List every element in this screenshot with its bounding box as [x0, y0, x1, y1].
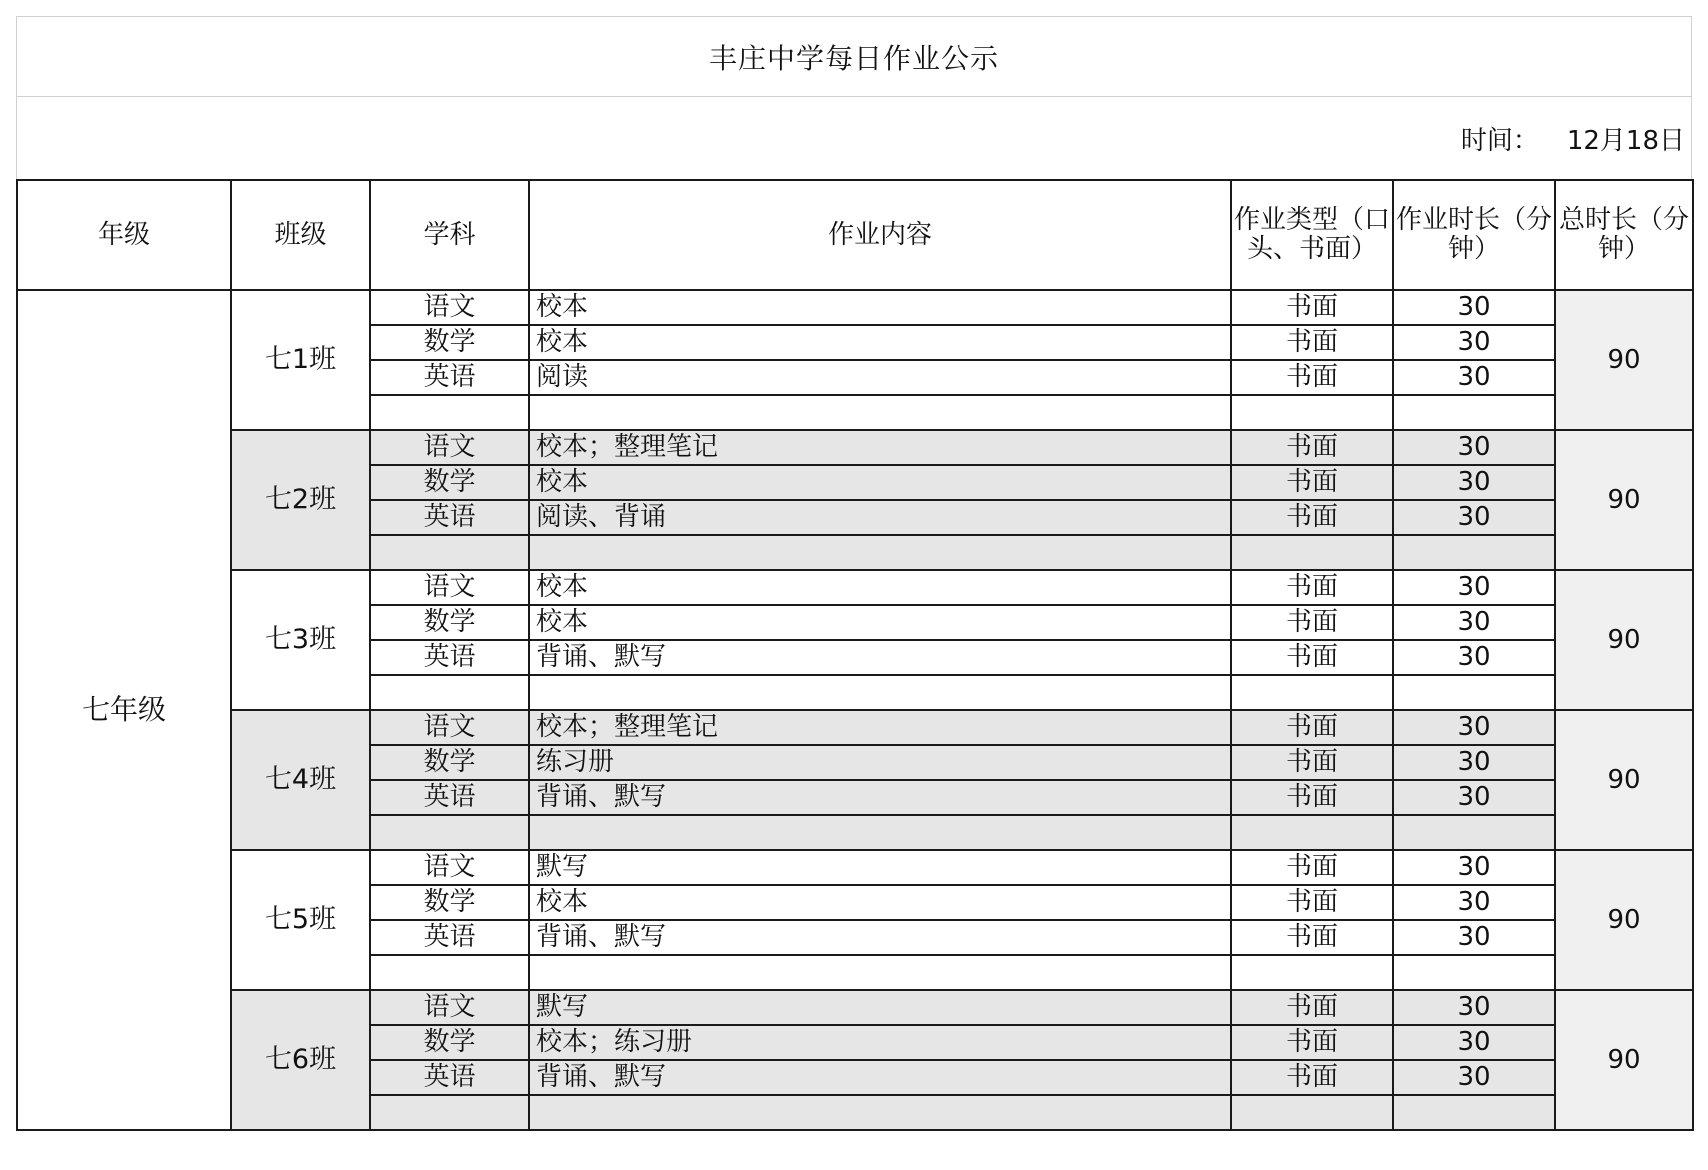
minutes-cell: 30 [1393, 605, 1555, 640]
subject-cell: 语文 [370, 710, 529, 745]
header-type: 作业类型（口头、书面） [1231, 180, 1393, 290]
subject-cell [370, 815, 529, 850]
subject-cell [370, 395, 529, 430]
header-content: 作业内容 [529, 180, 1231, 290]
content-cell: 校本 [529, 605, 1231, 640]
content-cell: 背诵、默写 [529, 640, 1231, 675]
type-cell [1231, 395, 1393, 430]
class-cell: 七3班 [231, 570, 370, 710]
type-cell: 书面 [1231, 780, 1393, 815]
class-cell: 七6班 [231, 990, 370, 1130]
content-cell [529, 1095, 1231, 1130]
content-cell: 校本；整理笔记 [529, 430, 1231, 465]
header-class: 班级 [231, 180, 370, 290]
total-cell: 90 [1555, 710, 1693, 850]
subject-cell: 语文 [370, 990, 529, 1025]
subject-cell: 英语 [370, 920, 529, 955]
type-cell [1231, 815, 1393, 850]
type-cell: 书面 [1231, 640, 1393, 675]
subject-cell: 数学 [370, 605, 529, 640]
subject-cell: 语文 [370, 850, 529, 885]
date-value: 12月18日 [1566, 125, 1685, 156]
content-cell: 校本 [529, 465, 1231, 500]
minutes-cell: 30 [1393, 640, 1555, 675]
type-cell: 书面 [1231, 850, 1393, 885]
total-cell: 90 [1555, 850, 1693, 990]
subject-cell: 英语 [370, 640, 529, 675]
type-cell: 书面 [1231, 465, 1393, 500]
minutes-cell [1393, 955, 1555, 990]
subject-cell: 数学 [370, 885, 529, 920]
header-total: 总时长（分钟） [1555, 180, 1693, 290]
minutes-cell: 30 [1393, 465, 1555, 500]
date-row [16, 97, 1692, 179]
content-cell: 默写 [529, 850, 1231, 885]
subject-cell: 数学 [370, 745, 529, 780]
subject-cell: 语文 [370, 570, 529, 605]
content-cell [529, 535, 1231, 570]
type-cell: 书面 [1231, 990, 1393, 1025]
content-cell: 背诵、默写 [529, 920, 1231, 955]
minutes-cell: 30 [1393, 990, 1555, 1025]
subject-cell: 数学 [370, 465, 529, 500]
content-cell: 校本 [529, 290, 1231, 325]
content-cell [529, 955, 1231, 990]
type-cell: 书面 [1231, 290, 1393, 325]
class-cell: 七5班 [231, 850, 370, 990]
subject-cell: 英语 [370, 360, 529, 395]
total-cell: 90 [1555, 290, 1693, 430]
type-cell: 书面 [1231, 745, 1393, 780]
subject-cell: 数学 [370, 325, 529, 360]
subject-cell: 英语 [370, 780, 529, 815]
minutes-cell [1393, 675, 1555, 710]
content-cell: 背诵、默写 [529, 1060, 1231, 1095]
type-cell: 书面 [1231, 570, 1393, 605]
sheet-title: 丰庄中学每日作业公示 [16, 16, 1692, 97]
class-cell: 七2班 [231, 430, 370, 570]
table-row [17, 430, 1693, 465]
type-cell: 书面 [1231, 1025, 1393, 1060]
subject-cell [370, 955, 529, 990]
class-cell: 七4班 [231, 710, 370, 850]
minutes-cell: 30 [1393, 920, 1555, 955]
header-subject: 学科 [370, 180, 529, 290]
table-row [17, 290, 1693, 325]
type-cell: 书面 [1231, 430, 1393, 465]
table-row [17, 850, 1693, 885]
table-body [17, 290, 1693, 1130]
homework-table [16, 179, 1694, 1131]
type-cell: 书面 [1231, 1060, 1393, 1095]
subject-cell: 英语 [370, 500, 529, 535]
content-cell: 校本 [529, 570, 1231, 605]
subject-cell: 语文 [370, 290, 529, 325]
grade-cell: 七年级 [17, 290, 231, 1130]
subject-cell: 语文 [370, 430, 529, 465]
minutes-cell: 30 [1393, 745, 1555, 780]
header-duration: 作业时长（分钟） [1393, 180, 1555, 290]
type-cell: 书面 [1231, 920, 1393, 955]
table-row [17, 990, 1693, 1025]
content-cell: 阅读、背诵 [529, 500, 1231, 535]
content-cell: 校本；练习册 [529, 1025, 1231, 1060]
minutes-cell: 30 [1393, 780, 1555, 815]
subject-cell: 英语 [370, 1060, 529, 1095]
minutes-cell: 30 [1393, 1060, 1555, 1095]
header-row [17, 180, 1693, 290]
date-label: 时间： [1460, 125, 1539, 156]
minutes-cell: 30 [1393, 570, 1555, 605]
minutes-cell: 30 [1393, 850, 1555, 885]
type-cell [1231, 675, 1393, 710]
homework-sheet [16, 16, 1692, 1131]
content-cell [529, 395, 1231, 430]
minutes-cell [1393, 815, 1555, 850]
subject-cell: 数学 [370, 1025, 529, 1060]
type-cell [1231, 1095, 1393, 1130]
content-cell [529, 815, 1231, 850]
class-cell: 七1班 [231, 290, 370, 430]
minutes-cell: 30 [1393, 500, 1555, 535]
minutes-cell [1393, 395, 1555, 430]
content-cell: 背诵、默写 [529, 780, 1231, 815]
subject-cell [370, 535, 529, 570]
minutes-cell: 30 [1393, 325, 1555, 360]
content-cell [529, 675, 1231, 710]
type-cell: 书面 [1231, 500, 1393, 535]
type-cell [1231, 955, 1393, 990]
type-cell: 书面 [1231, 360, 1393, 395]
content-cell: 阅读 [529, 360, 1231, 395]
total-cell: 90 [1555, 990, 1693, 1130]
total-cell: 90 [1555, 430, 1693, 570]
minutes-cell [1393, 1095, 1555, 1130]
minutes-cell: 30 [1393, 290, 1555, 325]
minutes-cell: 30 [1393, 1025, 1555, 1060]
minutes-cell: 30 [1393, 885, 1555, 920]
content-cell: 练习册 [529, 745, 1231, 780]
content-cell: 校本 [529, 325, 1231, 360]
type-cell: 书面 [1231, 605, 1393, 640]
table-row [17, 710, 1693, 745]
type-cell: 书面 [1231, 710, 1393, 745]
table-row [17, 570, 1693, 605]
minutes-cell: 30 [1393, 710, 1555, 745]
minutes-cell: 30 [1393, 360, 1555, 395]
content-cell: 校本；整理笔记 [529, 710, 1231, 745]
subject-cell [370, 675, 529, 710]
minutes-cell: 30 [1393, 430, 1555, 465]
header-grade: 年级 [17, 180, 231, 290]
subject-cell [370, 1095, 529, 1130]
type-cell: 书面 [1231, 885, 1393, 920]
minutes-cell [1393, 535, 1555, 570]
type-cell [1231, 535, 1393, 570]
content-cell: 校本 [529, 885, 1231, 920]
type-cell: 书面 [1231, 325, 1393, 360]
total-cell: 90 [1555, 570, 1693, 710]
content-cell: 默写 [529, 990, 1231, 1025]
